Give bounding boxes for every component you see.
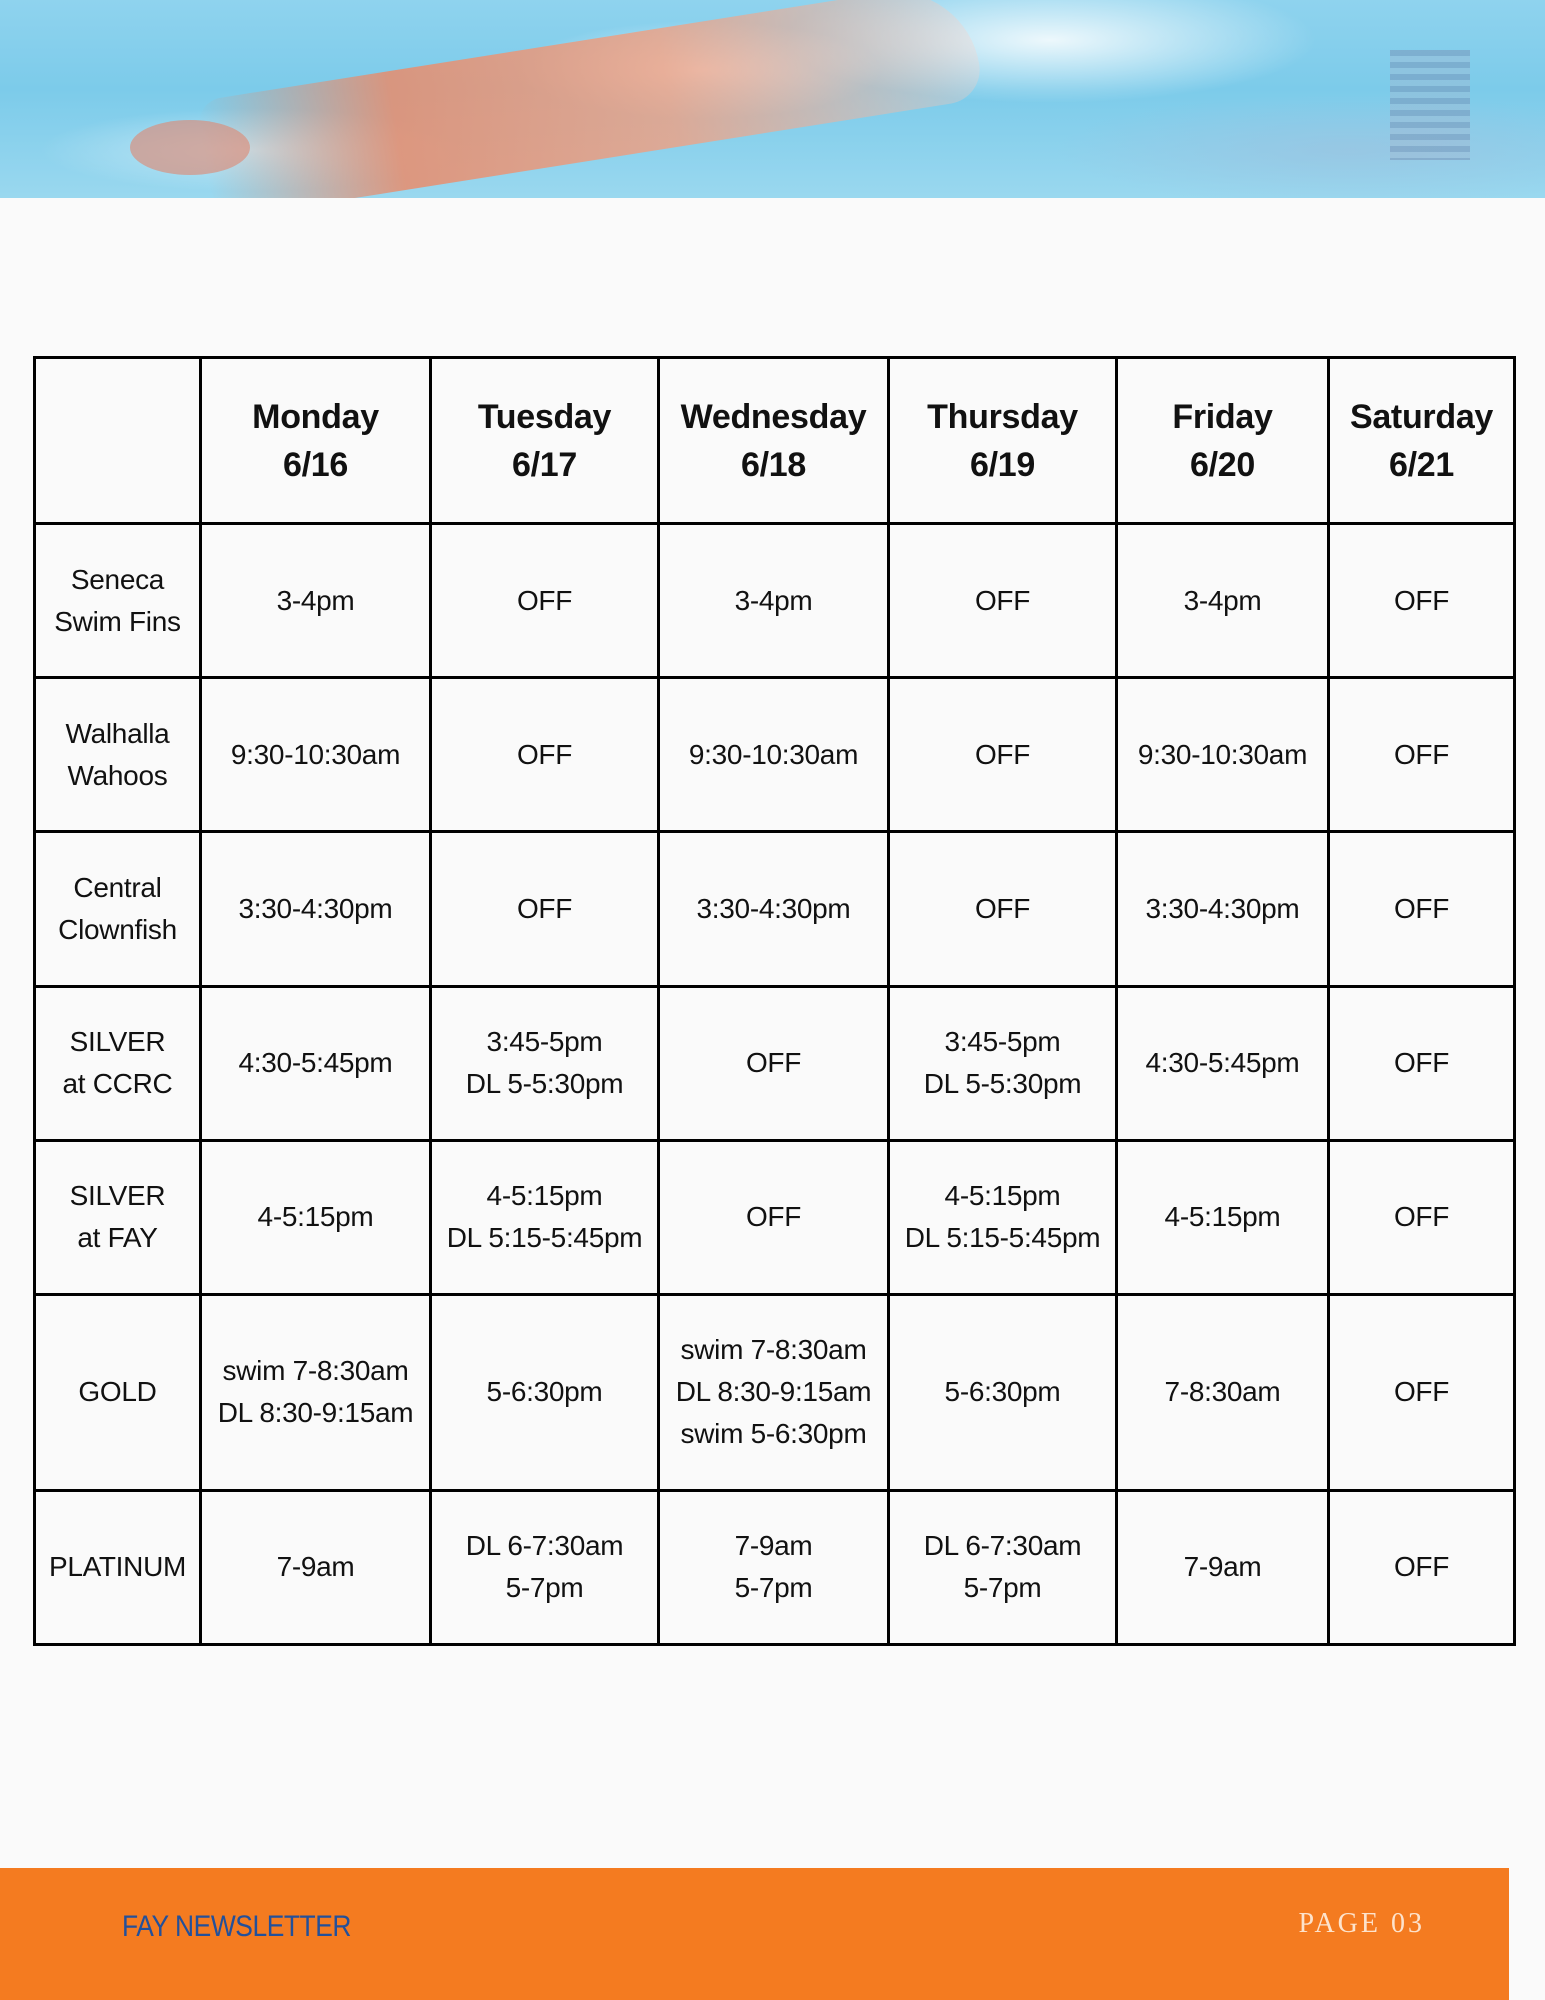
schedule-time-line: 3-4pm	[734, 584, 813, 616]
schedule-time-line: OFF	[516, 584, 573, 616]
schedule-time-line: DL 6-7:30am	[923, 1530, 1082, 1562]
schedule-cell	[1117, 1490, 1329, 1644]
schedule-cell	[1329, 986, 1515, 1140]
day-header-cell: Thursday 6/19	[889, 358, 1117, 524]
group-label-line: Wahoos	[67, 759, 168, 791]
corner-cell	[35, 358, 201, 524]
schedule-time-line: swim 7-8:30am	[680, 1334, 867, 1366]
schedule-time-line: OFF	[1393, 738, 1450, 770]
schedule-time-line: OFF	[974, 584, 1031, 616]
schedule-time-line: 4-5:15pm	[486, 1180, 603, 1212]
schedule-cell	[889, 1140, 1117, 1294]
schedule-time-line: 3:30-4:30pm	[696, 892, 851, 924]
schedule-time-line: OFF	[1393, 1551, 1450, 1583]
schedule-time-line: 7-9am	[276, 1551, 355, 1583]
schedule-time-line: 4:30-5:45pm	[1145, 1047, 1300, 1079]
group-label-line: Walhalla	[65, 717, 170, 749]
schedule-body	[35, 524, 1515, 1645]
schedule-cell	[1117, 678, 1329, 832]
footer-bar	[0, 1868, 1509, 2000]
schedule-cell	[889, 678, 1117, 832]
schedule-time-line: 4-5:15pm	[257, 1201, 374, 1233]
schedule-time-line: 9:30-10:30am	[688, 738, 859, 770]
schedule-time-line: OFF	[516, 738, 573, 770]
group-row	[35, 1140, 1515, 1294]
group-row	[35, 678, 1515, 832]
schedule-time-line: 3:30-4:30pm	[1145, 892, 1300, 924]
schedule-time-line: 9:30-10:30am	[1137, 738, 1308, 770]
schedule-time-line: 3:45-5pm	[944, 1026, 1061, 1058]
schedule-time-line: OFF	[1393, 584, 1450, 616]
day-header-cell: Saturday 6/21	[1329, 358, 1515, 524]
group-label-cell	[35, 986, 201, 1140]
schedule-cell	[889, 986, 1117, 1140]
schedule-time-line: OFF	[1393, 1047, 1450, 1079]
schedule-cell	[201, 1140, 431, 1294]
schedule-time-line: DL 5:15-5:45pm	[904, 1222, 1101, 1254]
schedule-cell	[1329, 832, 1515, 986]
schedule-time-line: DL 8:30-9:15am	[217, 1397, 414, 1429]
schedule-cell	[431, 1140, 659, 1294]
schedule-time-line: OFF	[745, 1047, 802, 1079]
schedule-time-line: 3-4pm	[276, 584, 355, 616]
schedule-cell	[201, 524, 431, 678]
schedule-time-line: OFF	[516, 892, 573, 924]
schedule-time-line: 7-9am	[734, 1530, 813, 1562]
schedule-time-line: DL 5-5:30pm	[923, 1068, 1082, 1100]
schedule-cell	[1117, 524, 1329, 678]
group-label-cell	[35, 678, 201, 832]
schedule-time-line: 5-7pm	[505, 1572, 584, 1604]
schedule-cell	[659, 1140, 889, 1294]
schedule-cell	[659, 524, 889, 678]
schedule-cell	[659, 678, 889, 832]
schedule-time-line: DL 5-5:30pm	[465, 1068, 624, 1100]
schedule-time-line: 3:30-4:30pm	[238, 892, 393, 924]
schedule-time-line: 3-4pm	[1183, 584, 1262, 616]
group-label-line: Seneca	[70, 563, 165, 595]
group-row	[35, 986, 1515, 1140]
schedule-cell	[431, 1294, 659, 1490]
schedule-time-line: OFF	[974, 892, 1031, 924]
practice-schedule-table	[33, 356, 1516, 1646]
schedule-cell	[201, 678, 431, 832]
group-label-cell	[35, 1140, 201, 1294]
day-header-cell: Monday 6/16	[201, 358, 431, 524]
schedule-time-line: 3:45-5pm	[486, 1026, 603, 1058]
group-row	[35, 1490, 1515, 1644]
schedule-cell	[201, 1490, 431, 1644]
schedule-time-line: 5-6:30pm	[944, 1376, 1061, 1408]
swimmer-head	[130, 120, 250, 175]
schedule-cell	[431, 986, 659, 1140]
schedule-time-line: 5-6:30pm	[486, 1376, 603, 1408]
schedule-cell	[201, 1294, 431, 1490]
group-label-line: PLATINUM	[48, 1551, 187, 1583]
group-label-cell	[35, 1490, 201, 1644]
schedule-time-line: OFF	[1393, 1376, 1450, 1408]
schedule-cell	[431, 678, 659, 832]
schedule-time-line: OFF	[1393, 1201, 1450, 1233]
newsletter-title: FAY NEWSLETTER	[122, 1910, 352, 1943]
day-header-cell: Friday 6/20	[1117, 358, 1329, 524]
schedule-time-line: swim 5-6:30pm	[680, 1418, 867, 1450]
schedule-cell	[1117, 1294, 1329, 1490]
schedule-cell	[1329, 678, 1515, 832]
schedule-time-line: 4-5:15pm	[944, 1180, 1061, 1212]
schedule-cell	[431, 1490, 659, 1644]
schedule-time-line: DL 5:15-5:45pm	[446, 1222, 643, 1254]
schedule-cell	[201, 832, 431, 986]
schedule-cell	[889, 524, 1117, 678]
page-number: PAGE 03	[1298, 1908, 1425, 1939]
schedule-time-line: 9:30-10:30am	[230, 738, 401, 770]
schedule-cell	[659, 1294, 889, 1490]
schedule-time-line: 4:30-5:45pm	[238, 1047, 393, 1079]
schedule-time-line: 5-7pm	[963, 1572, 1042, 1604]
schedule-cell	[889, 1294, 1117, 1490]
schedule-cell	[431, 524, 659, 678]
group-label-line: at FAY	[77, 1222, 158, 1254]
schedule-cell	[1117, 1140, 1329, 1294]
schedule-cell	[659, 986, 889, 1140]
pool-deck-ladder	[1390, 50, 1470, 160]
day-header-cell: Wednesday 6/18	[659, 358, 889, 524]
schedule-cell	[659, 1490, 889, 1644]
group-label-cell	[35, 832, 201, 986]
day-header-row	[35, 358, 1515, 524]
schedule-time-line: OFF	[1393, 892, 1450, 924]
group-row	[35, 1294, 1515, 1490]
group-label-line: GOLD	[78, 1376, 157, 1408]
schedule-cell	[1117, 832, 1329, 986]
schedule-time-line: 7-8:30am	[1164, 1376, 1281, 1408]
schedule-time-line: DL 6-7:30am	[465, 1530, 624, 1562]
schedule-cell	[1329, 1140, 1515, 1294]
schedule-cell	[889, 832, 1117, 986]
schedule-time-line: 5-7pm	[734, 1572, 813, 1604]
schedule-cell	[431, 832, 659, 986]
schedule-cell	[201, 986, 431, 1140]
schedule-cell	[659, 832, 889, 986]
schedule-cell	[1117, 986, 1329, 1140]
schedule-time-line: swim 7-8:30am	[222, 1355, 409, 1387]
group-label-line: at CCRC	[62, 1068, 173, 1100]
group-label-line: SILVER	[69, 1180, 166, 1212]
group-label-cell	[35, 524, 201, 678]
group-row	[35, 524, 1515, 678]
group-label-line: Swim Fins	[54, 605, 181, 637]
group-label-cell	[35, 1294, 201, 1490]
day-header-cell: Tuesday 6/17	[431, 358, 659, 524]
schedule-time-line: 4-5:15pm	[1164, 1201, 1281, 1233]
group-label-line: Clownfish	[58, 913, 177, 945]
schedule-time-line: DL 8:30-9:15am	[675, 1376, 872, 1408]
group-row	[35, 832, 1515, 986]
schedule-cell	[1329, 1294, 1515, 1490]
schedule-time-line: OFF	[745, 1201, 802, 1233]
group-label-line: SILVER	[69, 1026, 166, 1058]
schedule-cell	[1329, 1490, 1515, 1644]
schedule-cell	[1329, 524, 1515, 678]
schedule-time-line: 7-9am	[1183, 1551, 1262, 1583]
schedule-time-line: OFF	[974, 738, 1031, 770]
schedule-cell	[889, 1490, 1117, 1644]
group-label-line: Central	[73, 871, 162, 903]
header-photo	[0, 0, 1545, 198]
